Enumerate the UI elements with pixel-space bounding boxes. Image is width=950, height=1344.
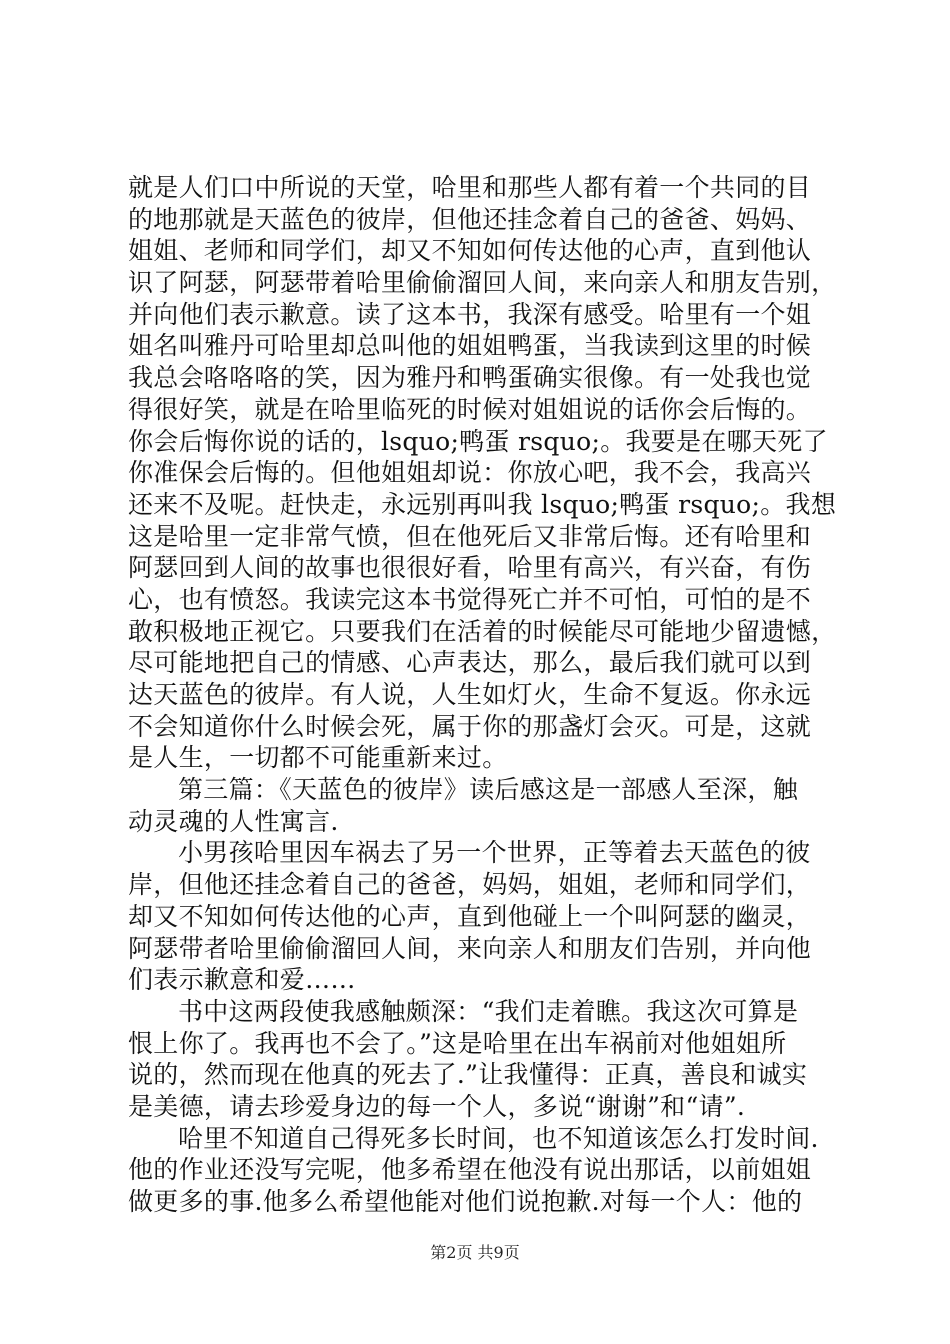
text-line: 你会后悔你说的话的，lsquo;鸭蛋 rsquo;。我要是在哪天死了 <box>128 426 828 456</box>
text-line: 不会知道你什么时候会死，属于你的那盏灯会灭。可是，这就 <box>128 711 812 741</box>
text-line: 敢积极地正视它。只要我们在活着的时候能尽可能地少留遗憾， <box>128 616 837 646</box>
body-text <box>128 172 836 1218</box>
text-line: 心，也有愤怒。我读完这本书觉得死亡并不可怕，可怕的是不 <box>128 584 812 614</box>
text-line: 识了阿瑟，阿瑟带着哈里偷偷溜回人间，来向亲人和朋友告别， <box>128 268 837 298</box>
text-line: 说的，然而现在他真的死去了.”让我懂得：正真，善良和诚实 <box>128 1060 808 1090</box>
text-line: 还来不及呢。赶快走，永远别再叫我 lsquo;鸭蛋 rsquo;。我想 <box>128 489 837 519</box>
text-line: 我总会咯咯咯的笑，因为雅丹和鸭蛋确实很像。有一处我也觉 <box>128 363 812 393</box>
paragraph-start-line: 哈里不知道自己得死多长时间，也不知道该怎么打发时间. <box>178 1123 819 1153</box>
text-line: 他的作业还没写完呢，他多希望在他没有说出那话，以前姐姐 <box>128 1155 812 1185</box>
text-line: 们表示歉意和爱…… <box>128 965 356 995</box>
section-heading-line: 第三篇：《天蓝色的彼岸》读后感这是一部感人至深，触 <box>178 775 799 805</box>
text-line: 阿瑟回到人间的故事也很很好看，哈里有高兴，有兴奋，有伤 <box>128 553 812 583</box>
text-line: 阿瑟带者哈里偷偷溜回人间，来向亲人和朋友们告别，并向他 <box>128 933 812 963</box>
page-number-label: 第2页 共9页 <box>430 1243 520 1262</box>
text-line: 恨上你了。我再也不会了。”这是哈里在出车祸前对他姐姐所 <box>128 1028 787 1058</box>
text-line: 这是哈里一定非常气愤，但在他死后又非常后悔。还有哈里和 <box>128 521 812 551</box>
text-line: 却又不知如何传达他的心声，直到他碰上一个叫阿瑟的幽灵， <box>128 901 812 931</box>
paragraph-start-line: 小男孩哈里因车祸去了另一个世界，正等着去天蓝色的彼 <box>178 838 811 868</box>
text-line: 做更多的事.他多么希望他能对他们说抱歉.对每一个人：他的 <box>128 1187 803 1216</box>
text-line: 是人生，一切都不可能重新来过。 <box>128 743 508 773</box>
text-line: 并向他们表示歉意。读了这本书，我深有感受。哈里有一个姐 <box>128 299 812 329</box>
text-line: 你准保会后悔的。但他姐姐却说：你放心吧，我不会，我高兴 <box>128 458 812 488</box>
text-line: 岸，但他还挂念着自己的爸爸，妈妈，姐姐，老师和同学们， <box>128 870 812 900</box>
text-line: 就是人们口中所说的天堂，哈里和那些人都有着一个共同的目 <box>128 173 812 202</box>
text-line: 姐名叫雅丹可哈里却总叫他的姐姐鸭蛋，当我读到这里的时候 <box>128 331 812 361</box>
page-footer <box>0 1243 950 1263</box>
text-line: 达天蓝色的彼岸。有人说，人生如灯火，生命不复返。你永远 <box>128 680 812 709</box>
text-line: 姐姐、老师和同学们，却又不知如何传达他的心声，直到他认 <box>128 236 812 266</box>
text-line: 尽可能地把自己的情感、心声表达，那么，最后我们就可以到 <box>128 648 812 678</box>
text-line: 动灵魂的人性寓言. <box>128 806 339 836</box>
text-line: 的地那就是天蓝色的彼岸，但他还挂念着自己的爸爸、妈妈、 <box>128 204 812 234</box>
paragraph-start-line: 书中这两段使我感触颇深：“我们走着瞧。我这次可算是 <box>178 996 799 1026</box>
text-line: 是美德，请去珍爱身边的每一个人，多说“谢谢”和“请”. <box>128 1091 746 1121</box>
text-line: 得很好笑，就是在哈里临死的时候对姐姐说的话你会后悔的。 <box>128 394 812 424</box>
